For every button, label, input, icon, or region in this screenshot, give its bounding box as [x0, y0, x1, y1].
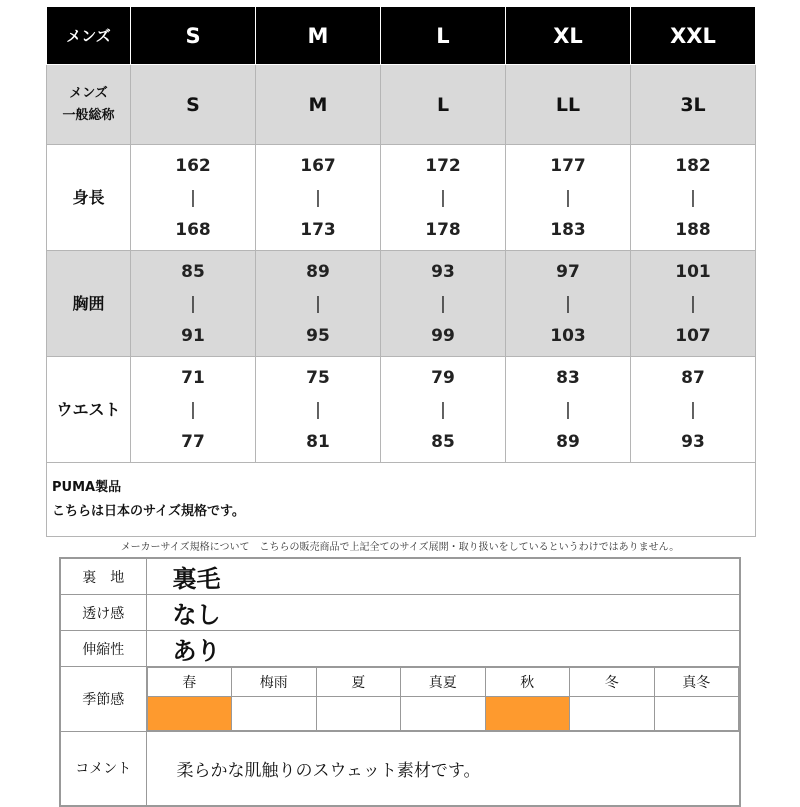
size-chart-table	[46, 6, 756, 537]
season-swatch	[401, 697, 486, 731]
range-separator: |	[315, 293, 321, 314]
stretch-label: 伸縮性	[60, 631, 146, 667]
range-max: 173	[300, 219, 336, 240]
season-label: 季節感	[60, 667, 146, 732]
general-size-value: L	[381, 65, 506, 145]
measurement-range	[256, 251, 381, 357]
range-min: 172	[425, 155, 461, 176]
range-max: 93	[681, 431, 705, 452]
range-min: 101	[675, 261, 711, 282]
sheer-row	[60, 595, 740, 631]
range-min: 71	[181, 367, 205, 388]
stretch-value: あり	[146, 631, 740, 667]
range-max: 81	[306, 431, 330, 452]
season-swatch	[654, 697, 739, 731]
measurement-label: 胸囲	[47, 251, 131, 357]
range-separator: |	[440, 187, 446, 208]
range-max: 89	[556, 431, 580, 452]
size-note-standard: こちらは日本のサイズ規格です。	[52, 503, 245, 519]
measurement-range	[256, 357, 381, 463]
general-size-label	[47, 65, 131, 145]
measurement-range	[381, 145, 506, 251]
season-name: 夏	[316, 668, 401, 697]
size-note	[47, 463, 756, 537]
range-separator: |	[565, 293, 571, 314]
range-min: 85	[181, 261, 205, 282]
general-size-row	[47, 65, 756, 145]
range-separator: |	[565, 187, 571, 208]
range-max: 99	[431, 325, 455, 346]
range-min: 97	[556, 261, 580, 282]
range-min: 93	[431, 261, 455, 282]
range-separator: |	[190, 399, 196, 420]
range-max: 178	[425, 219, 461, 240]
season-names-row	[147, 668, 739, 697]
season-swatch	[232, 697, 317, 731]
season-swatch	[316, 697, 401, 731]
comment-label: コメント	[60, 732, 146, 806]
season-swatch-active	[485, 697, 570, 731]
season-name: 真冬	[654, 668, 739, 697]
range-max: 91	[181, 325, 205, 346]
season-swatch-row	[147, 697, 739, 731]
measurement-range	[256, 145, 381, 251]
range-separator: |	[690, 187, 696, 208]
range-min: 87	[681, 367, 705, 388]
season-name: 秋	[485, 668, 570, 697]
measurement-range	[506, 145, 631, 251]
measurement-row	[47, 357, 756, 463]
size-note-row	[47, 463, 756, 537]
measurement-row	[47, 145, 756, 251]
range-max: 168	[175, 219, 211, 240]
measurement-row	[47, 251, 756, 357]
range-min: 79	[431, 367, 455, 388]
season-swatch	[570, 697, 655, 731]
season-name: 冬	[570, 668, 655, 697]
measurement-range	[131, 357, 256, 463]
season-name: 真夏	[401, 668, 486, 697]
range-min: 75	[306, 367, 330, 388]
measurement-range	[506, 251, 631, 357]
size-header-row	[47, 7, 756, 65]
range-separator: |	[190, 187, 196, 208]
season-row	[60, 667, 740, 732]
range-min: 162	[175, 155, 211, 176]
measurement-range	[631, 145, 756, 251]
measurement-range	[131, 251, 256, 357]
range-separator: |	[315, 187, 321, 208]
material-table	[59, 557, 741, 807]
general-size-value: 3L	[631, 65, 756, 145]
lining-value: 裏毛	[146, 558, 740, 595]
size-col-s: S	[131, 7, 256, 65]
range-max: 107	[675, 325, 711, 346]
measurement-range	[506, 357, 631, 463]
measurement-range	[381, 251, 506, 357]
range-max: 77	[181, 431, 205, 452]
measurement-label: 身長	[47, 145, 131, 251]
range-separator: |	[315, 399, 321, 420]
season-cell	[146, 667, 740, 732]
general-size-value: S	[131, 65, 256, 145]
range-max: 103	[550, 325, 586, 346]
size-disclaimer: メーカーサイズ規格について こちらの販売商品で上記全てのサイズ展開・取り扱いをしているというわけではありません。	[120, 542, 680, 553]
range-separator: |	[565, 399, 571, 420]
range-max: 85	[431, 431, 455, 452]
range-max: 95	[306, 325, 330, 346]
size-header-label: メンズ	[47, 7, 131, 65]
general-size-value: LL	[506, 65, 631, 145]
range-min: 83	[556, 367, 580, 388]
range-max: 188	[675, 219, 711, 240]
range-max: 183	[550, 219, 586, 240]
measurement-range	[631, 357, 756, 463]
measurement-range	[631, 251, 756, 357]
size-col-xxl: XXL	[631, 7, 756, 65]
measurement-range	[381, 357, 506, 463]
size-col-l: L	[381, 7, 506, 65]
season-swatch-active	[147, 697, 232, 731]
lining-row	[60, 558, 740, 595]
measurement-label: ウエスト	[47, 357, 131, 463]
comment-row	[60, 732, 740, 806]
measurement-range	[131, 145, 256, 251]
sheer-label: 透け感	[60, 595, 146, 631]
range-separator: |	[440, 399, 446, 420]
lining-label: 裏 地	[60, 558, 146, 595]
range-separator: |	[440, 293, 446, 314]
season-name: 梅雨	[232, 668, 317, 697]
sheer-value: なし	[146, 595, 740, 631]
range-separator: |	[190, 293, 196, 314]
size-note-brand: PUMA製品	[52, 479, 122, 495]
season-grid	[147, 667, 740, 731]
season-name: 春	[147, 668, 232, 697]
stretch-row	[60, 631, 740, 667]
range-min: 167	[300, 155, 336, 176]
general-size-value: M	[256, 65, 381, 145]
range-separator: |	[690, 293, 696, 314]
comment-value: 柔らかな肌触りのスウェット素材です。	[146, 732, 740, 806]
range-min: 89	[306, 261, 330, 282]
general-size-label-text: メンズ 一般総称	[62, 85, 115, 123]
size-col-xl: XL	[506, 7, 631, 65]
range-min: 177	[550, 155, 586, 176]
range-min: 182	[675, 155, 711, 176]
size-col-m: M	[256, 7, 381, 65]
range-separator: |	[690, 399, 696, 420]
